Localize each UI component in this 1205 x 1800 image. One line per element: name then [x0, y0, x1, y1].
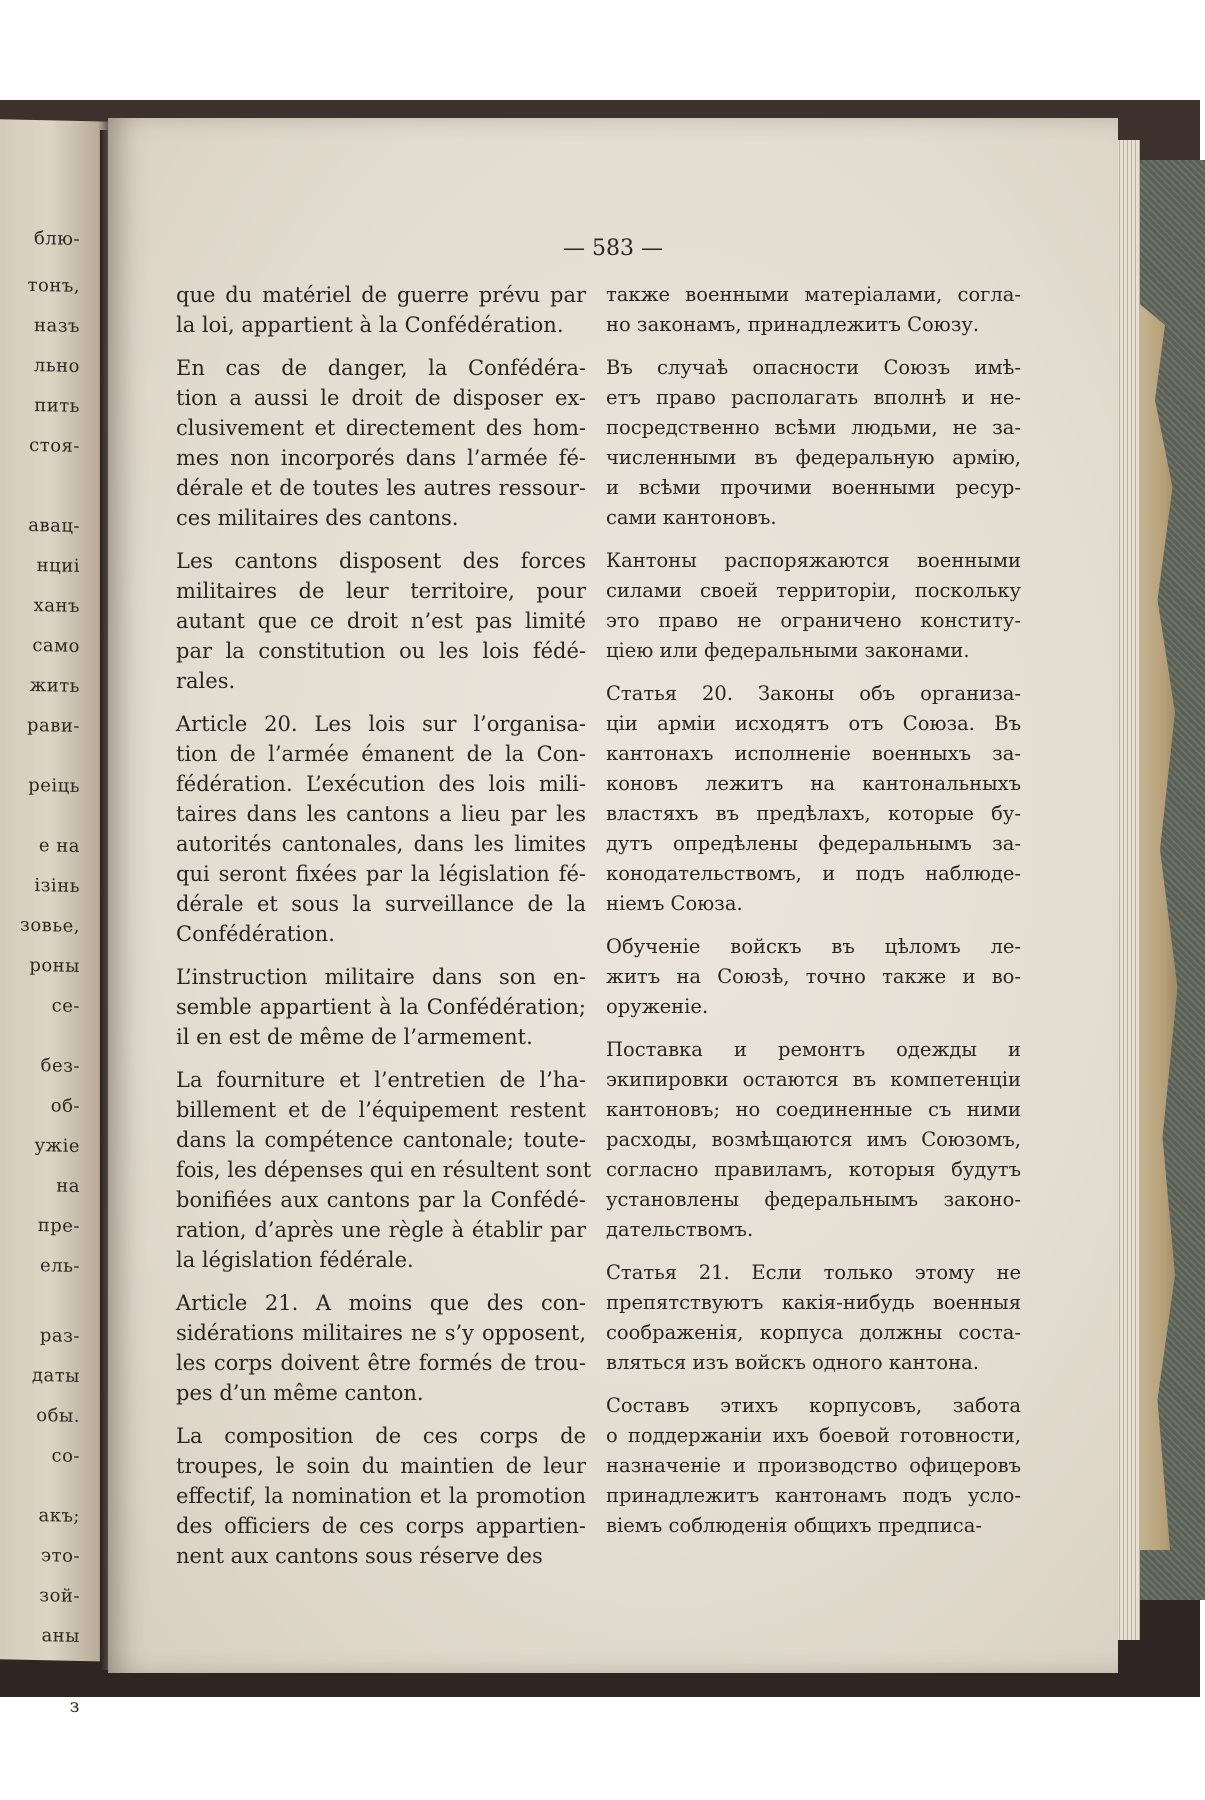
russian-text-line: численными въ федеральную армію,: [606, 446, 1021, 469]
previous-page-fragment: зой-: [39, 1585, 80, 1607]
russian-paragraph: [606, 1035, 1021, 1245]
russian-text-line: о поддержаніи ихъ боевой готовности,: [606, 1424, 1021, 1447]
russian-text-line: етъ право располагать вполнѣ и не-: [606, 386, 1021, 409]
previous-page-fragment: это-: [41, 1545, 80, 1567]
previous-page-text: [0, 118, 110, 1717]
previous-page-fragment: льно: [33, 354, 80, 377]
previous-page-fragment: обы.: [36, 1405, 80, 1427]
french-text-line: autant que ce droit n’est pas limité: [176, 609, 586, 633]
previous-page-fragment: даты: [31, 1364, 80, 1387]
russian-paragraph: [606, 353, 1021, 533]
previous-page-fragment: з: [69, 1695, 80, 1717]
previous-page-fragment: ханъ: [33, 594, 80, 617]
russian-text-line: ніемъ Союза.: [606, 892, 743, 915]
french-text-line: par la constitution ou les lois fédé-: [176, 639, 586, 663]
french-text-line: des officiers de ces corps appartien-: [176, 1514, 586, 1538]
previous-page-fragment: жить: [29, 674, 80, 697]
russian-text-line: оруженіе.: [606, 995, 709, 1018]
russian-text-line: силами своей территоріи, поскольку: [606, 579, 1021, 602]
previous-page-fragment: авац-: [28, 514, 80, 537]
russian-text-line: Поставка и ремонтъ одежды и: [606, 1038, 1021, 1061]
french-text-line: tion de l’armée émanent de la Con-: [176, 742, 586, 766]
previous-page-fragment: се-: [51, 995, 80, 1017]
russian-text-line: препятствуютъ какія-нибудь военныя: [606, 1291, 1021, 1314]
french-text-line: les corps doivent être formés de trou-: [176, 1351, 586, 1375]
french-paragraph: [176, 353, 586, 533]
french-text-line: nent aux cantons sous réserve des: [176, 1544, 543, 1568]
russian-text-line: назначеніе и производство офицеровъ: [606, 1454, 1021, 1477]
russian-text-line: Въ случаѣ опасности Союзъ имѣ-: [606, 356, 1021, 379]
previous-page-fragment: е на: [38, 835, 80, 857]
french-text-line: mes non incorporés dans l’armée fé-: [176, 446, 586, 470]
previous-page-fragment: акъ;: [38, 1505, 80, 1527]
russian-text-line: Статья 21. Если только этому не: [606, 1261, 1021, 1284]
previous-page-fragment: роны: [29, 954, 80, 977]
russian-text-line: сами кантоновъ.: [606, 506, 777, 529]
russian-text-line: принадлежитъ кантонамъ подъ усло-: [606, 1484, 1021, 1507]
french-text-line: sidérations militaires ne s’y opposent,: [176, 1321, 586, 1345]
french-text-line: billement et de l’équipement restent: [176, 1098, 586, 1122]
french-paragraph: [176, 280, 586, 340]
previous-page-fragment: блю-: [33, 227, 80, 250]
previous-page-fragment: об-: [50, 1095, 80, 1117]
french-paragraph: [176, 962, 586, 1052]
russian-text-line: Составъ этихъ корпусовъ, забота: [606, 1394, 1021, 1417]
french-text-line: fois, les dépenses qui en résultent sont: [176, 1158, 592, 1182]
russian-text-line: кантонахъ исполненіе военныхъ за-: [606, 742, 1021, 765]
russian-paragraph: [606, 280, 1021, 340]
french-text-line: dérale et de toutes les autres ressour-: [176, 476, 586, 500]
russian-text-line: властяхъ въ предѣлахъ, которые бу-: [606, 802, 1021, 825]
french-text-line: militaires de leur territoire, pour: [176, 579, 586, 603]
russian-text-line: также военными матеріалами, согла-: [606, 283, 1021, 306]
russian-paragraph: [606, 1391, 1021, 1541]
previous-page-fragment: ізінь: [34, 874, 80, 897]
russian-text-line: житъ на Союзѣ, точно также и во-: [606, 965, 1021, 988]
previous-page-fragment: стоя-: [29, 434, 80, 457]
russian-text-line: Статья 20. Законы объ организа-: [606, 682, 1021, 705]
russian-text-line: Обученіе войскъ въ цѣломъ ле-: [606, 935, 1021, 958]
french-text-line: L’instruction militaire dans son en-: [176, 965, 586, 989]
russian-text-line: дутъ опредѣлены федеральнымъ за-: [606, 832, 1021, 855]
russian-paragraph: [606, 932, 1021, 1022]
french-text-line: autorités cantonales, dans les limites: [176, 832, 586, 856]
french-text-line: semble appartient à la Confédération;: [176, 995, 586, 1019]
russian-text-line: расходы, возмѣщаются имъ Союзомъ,: [606, 1128, 1021, 1151]
french-text-line: ration, d’après une règle à établir par: [176, 1218, 586, 1242]
french-paragraph: [176, 709, 586, 949]
russian-paragraph: [606, 1258, 1021, 1378]
previous-page-fragment: аны: [41, 1625, 80, 1647]
french-text-line: la législation fédérale.: [176, 1248, 414, 1272]
russian-text-line: установлены федеральнымъ законо-: [606, 1188, 1021, 1211]
french-paragraph: [176, 1288, 586, 1408]
russian-text-line: экипировки остаются въ компетенціи: [606, 1068, 1021, 1091]
french-paragraph: [176, 1421, 586, 1571]
french-text-line: taires dans les cantons a lieu par les: [176, 802, 586, 826]
russian-text-line: ціи арміи исходятъ отъ Союза. Въ: [606, 712, 1021, 735]
russian-paragraph: [606, 679, 1021, 919]
russian-text-line: это право не ограничено конститу-: [606, 609, 1021, 632]
russian-text-line: дательствомъ.: [606, 1218, 754, 1241]
russian-text-line: коновъ лежитъ на кантональныхъ: [606, 772, 1021, 795]
page-number: — 583 —: [563, 236, 663, 261]
previous-page-fragment: пить: [34, 394, 80, 417]
french-text-line: La fourniture et l’entretien de l’ha-: [176, 1068, 586, 1092]
russian-text-line: вляться изъ войскъ одного кантона.: [606, 1351, 979, 1374]
french-text-line: bonifiées aux cantons par la Confédé-: [176, 1188, 586, 1212]
previous-page-fragment: нциі: [36, 555, 80, 577]
previous-page-fragment: пре-: [37, 1215, 80, 1237]
french-text-line: troupes, le soin du maintien de leur: [176, 1454, 586, 1478]
french-paragraph: [176, 1065, 592, 1275]
previous-page-fragment: раз-: [39, 1325, 80, 1347]
previous-page-fragment: ель-: [40, 1255, 80, 1277]
previous-page-fragment: без-: [40, 1055, 80, 1077]
book-page: [108, 118, 1118, 1673]
russian-column: [606, 280, 1021, 1554]
previous-page-fragment: назъ: [34, 314, 80, 337]
previous-page-fragment: рави-: [27, 714, 80, 737]
previous-page-fragment: само: [32, 634, 80, 657]
russian-text-line: ціею или федеральными законами.: [606, 639, 970, 662]
russian-text-line: кантоновъ; но соединенные съ ними: [606, 1098, 1021, 1121]
french-text-line: En cas de danger, la Confédéra-: [176, 356, 586, 380]
french-column: [176, 280, 592, 1584]
russian-text-line: соображенія, корпуса должны соста-: [606, 1321, 1021, 1344]
french-text-line: rales.: [176, 669, 236, 693]
french-text-line: effectif, la nomination et la promotion: [176, 1484, 586, 1508]
russian-text-line: но законамъ, принадлежитъ Союзу.: [606, 313, 980, 336]
russian-text-line: Кантоны распоряжаются военными: [606, 549, 1021, 572]
russian-paragraph: [606, 546, 1021, 666]
previous-page-fragment: со-: [51, 1445, 80, 1467]
russian-text-line: и всѣми прочими военными ресур-: [606, 476, 1021, 499]
french-text-line: ces militaires des cantons.: [176, 506, 459, 530]
french-paragraph: [176, 546, 586, 696]
book-photo: [0, 100, 1200, 1717]
previous-page-fragment: тонъ,: [27, 274, 80, 297]
french-text-line: la loi, appartient à la Confédération.: [176, 313, 564, 337]
french-text-line: Confédération.: [176, 922, 335, 946]
previous-page-fragment: на: [56, 1175, 80, 1197]
french-text-line: dérale et sous la surveillance de la: [176, 892, 586, 916]
previous-page-fragment: реіць: [28, 774, 80, 797]
previous-page-edge: [0, 118, 110, 1717]
french-text-line: Article 20. Les lois sur l’organisa-: [176, 712, 586, 736]
russian-text-line: віемъ соблюденія общихъ предписа-: [606, 1514, 982, 1537]
french-text-line: Les cantons disposent des forces: [176, 549, 586, 573]
french-text-line: dans la compétence cantonale; toute-: [176, 1128, 586, 1152]
french-text-line: il en est de même de l’armement.: [176, 1025, 533, 1049]
french-text-line: qui seront fixées par la législation fé-: [176, 862, 586, 886]
russian-text-line: посредственно всѣми людьми, не за-: [606, 416, 1021, 439]
russian-text-line: конодательствомъ, и подъ наблюде-: [606, 862, 1021, 885]
french-text-line: tion a aussi le droit de disposer ex-: [176, 386, 586, 410]
french-text-line: Article 21. A moins que des con-: [176, 1291, 586, 1315]
previous-page-fragment: зовье,: [20, 914, 80, 937]
french-text-line: clusivement et directement des hom-: [176, 416, 586, 440]
previous-page-fragment: ужіе: [34, 1134, 80, 1157]
french-text-line: fédération. L’exécution des lois mili-: [176, 772, 586, 796]
russian-text-line: согласно правиламъ, которыя будутъ: [606, 1158, 1021, 1181]
french-text-line: La composition de ces corps de: [176, 1424, 586, 1448]
french-text-line: que du matériel de guerre prévu par: [176, 283, 586, 307]
french-text-line: pes d’un même canton.: [176, 1381, 424, 1405]
